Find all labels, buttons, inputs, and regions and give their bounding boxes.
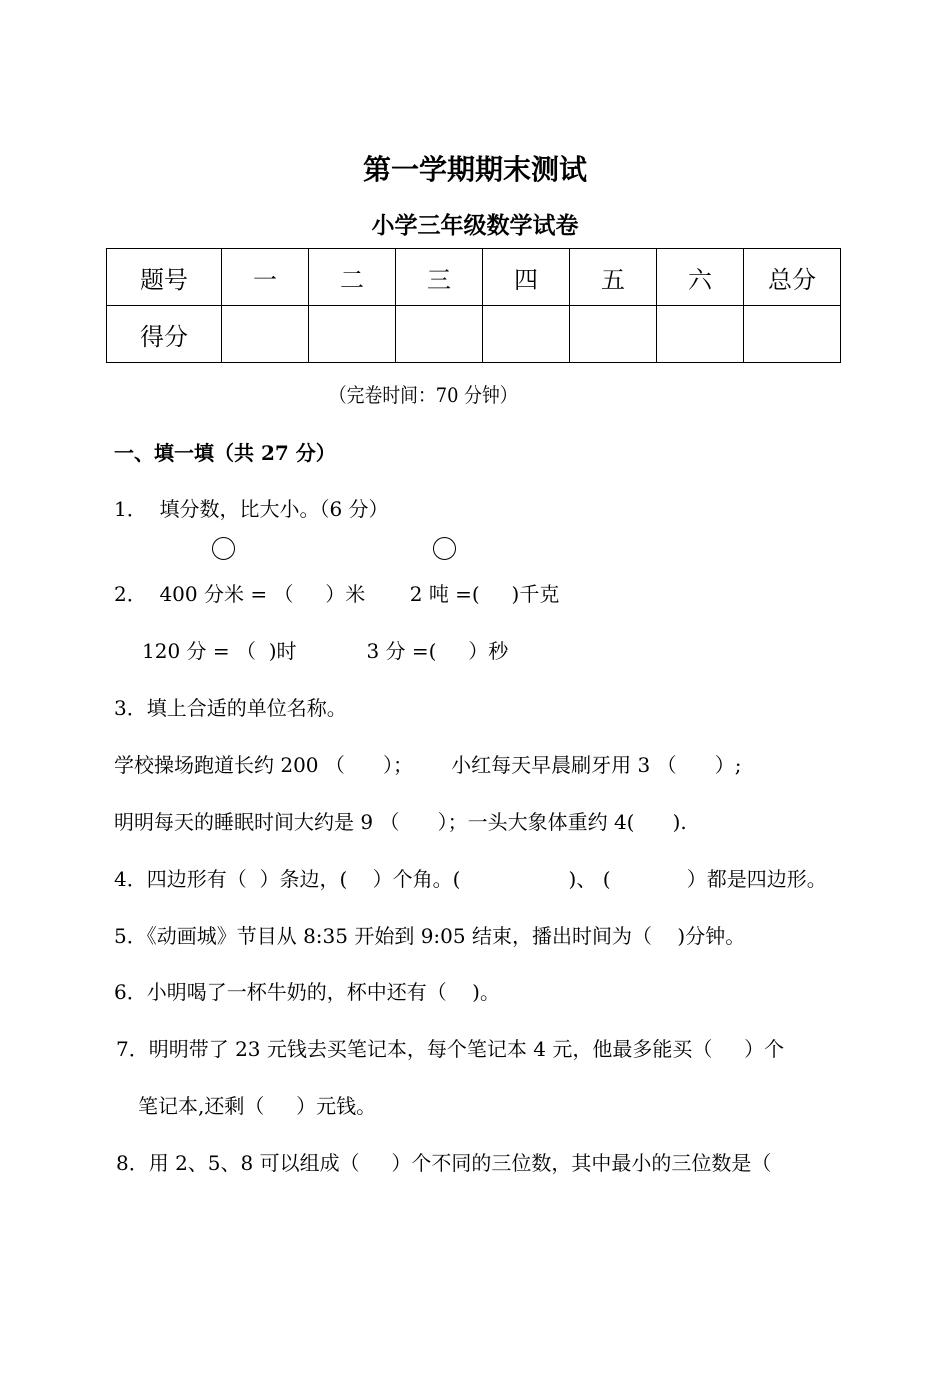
score-table-score-row	[107, 306, 841, 363]
question-4: 4．四边形有（ ）条边，( ）个角。( )、 ( ）都是四边形。	[114, 867, 827, 891]
table-cell-row-label: 得分	[107, 306, 222, 363]
table-cell-header: 六	[657, 249, 744, 306]
table-cell-header: 四	[483, 249, 570, 306]
table-cell-header: 二	[309, 249, 396, 306]
question-8: 8．用 2、5、8 可以组成（ ）个不同的三位数，其中最小的三位数是（	[116, 1151, 772, 1175]
score-cell	[483, 306, 570, 363]
question-3-line-2: 明明每天的睡眠时间大约是 9 （ ）；一头大象体重约 4( ).	[114, 810, 687, 834]
score-cell	[309, 306, 396, 363]
section-heading: 一、填一填（共 27 分）	[114, 441, 336, 465]
score-cell	[657, 306, 744, 363]
score-cell	[744, 306, 841, 363]
table-cell-header: 总分	[744, 249, 841, 306]
question-2-line-2: 120 分 = （ )时 3 分 =( ）秒	[142, 639, 509, 663]
score-cell	[396, 306, 483, 363]
score-cell	[570, 306, 657, 363]
question-7-line-2: 笔记本,还剩（ ）元钱。	[138, 1094, 377, 1118]
score-cell	[222, 306, 309, 363]
table-cell-header: 五	[570, 249, 657, 306]
question-3-line-1: 学校操场跑道长约 200 （ ）； 小红每天早晨刷牙用 3 （ ）;	[114, 753, 742, 777]
exam-subtitle: 小学三年级数学试卷	[371, 213, 579, 239]
score-table	[106, 248, 841, 363]
question-2-line-1: 2． 400 分米 = （ ）米 2 吨 =( )千克	[114, 582, 560, 606]
score-table-header-row	[107, 249, 841, 306]
compare-circle-icon	[433, 537, 456, 560]
question-1: 1． 填分数，比大小。（6 分）	[114, 497, 389, 521]
table-cell-header: 三	[396, 249, 483, 306]
question-3: 3．填上合适的单位名称。	[114, 696, 347, 720]
compare-circle-icon	[212, 537, 235, 560]
time-note: （完卷时间：70 分钟）	[328, 383, 518, 407]
exam-title: 第一学期期末测试	[362, 153, 587, 186]
question-7-line-1: 7．明明带了 23 元钱去买笔记本，每个笔记本 4 元，他最多能买（ ）个	[116, 1037, 785, 1061]
question-6: 6．小明喝了一杯牛奶的，杯中还有（ )。	[114, 980, 500, 1004]
table-cell-header: 题号	[107, 249, 222, 306]
question-5: 5．《动画城》节目从 8:35 开始到 9:05 结束，播出时间为（ )分钟。	[114, 924, 746, 948]
table-cell-header: 一	[222, 249, 309, 306]
